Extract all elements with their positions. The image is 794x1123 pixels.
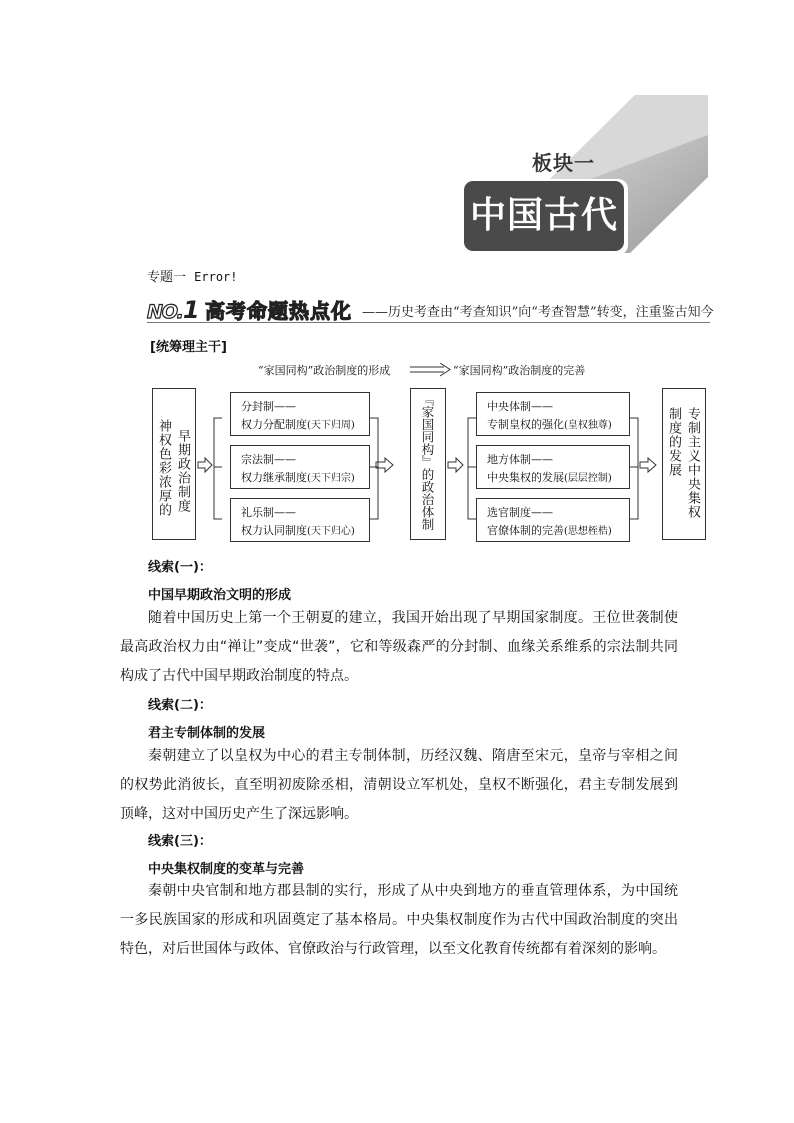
left-item-desc-text: 权力分配制度 bbox=[241, 418, 307, 431]
clue-label-1: 线索(一)： bbox=[148, 560, 212, 575]
topic-error-text: Error! bbox=[194, 270, 238, 284]
clue-heading-1: 中国早期政治文明的形成 bbox=[148, 588, 292, 603]
clue-heading-3: 中央集权制度的变革与完善 bbox=[148, 862, 305, 877]
left-item-desc bbox=[241, 416, 355, 432]
left-item-box-1 bbox=[230, 392, 370, 436]
left-item-desc-text: 权力认同制度 bbox=[241, 524, 307, 537]
topic-label: 专题一 bbox=[147, 270, 187, 285]
left-item-box-2 bbox=[230, 445, 370, 489]
left-item-desc-text: 权力继承制度 bbox=[241, 471, 307, 484]
section-tag: [统筹理主干] bbox=[150, 340, 227, 355]
early-politics-label-1: 神权色彩浓厚的 bbox=[156, 419, 171, 517]
centralization-box bbox=[662, 388, 706, 540]
left-item-note: (天下归心) bbox=[307, 526, 355, 537]
right-item-desc-text: 中央集权的发展 bbox=[487, 471, 564, 484]
early-politics-label-2: 早期政治制度 bbox=[175, 429, 190, 513]
clue-heading-2: 君主专制体制的发展 bbox=[148, 726, 266, 741]
clue-paragraph-2: 秦朝建立了以皇权为中心的君主专制体制，历经汉魏、隋唐至宋元，皇帝与宰相之间的权势此消彼长，直至明初废除丞相，清朝设立军机处，皇权不断强化，君主专制发展到顶峰，这对中国历史产生了深远影响。 bbox=[120, 748, 678, 822]
left-item-box-3 bbox=[230, 498, 370, 542]
right-item-box-2 bbox=[476, 445, 630, 489]
right-item-desc bbox=[487, 522, 612, 538]
banner-title: 中国古代史 bbox=[469, 195, 618, 306]
headline-subtitle: ——历史考查由“考查知识”向“考查智慧”转变，注重鉴古知今 bbox=[362, 305, 714, 320]
family-state-label: 『家国同构』的政治体制 bbox=[420, 393, 435, 531]
left-item-note: (天下归宗) bbox=[307, 473, 355, 484]
left-item-desc bbox=[241, 469, 355, 485]
clue-paragraph-1: 随着中国历史上第一个王朝夏的建立，我国开始出现了早期国家制度。王位世袭制使最高政治权力由“禅让”变成“世袭”，它和等级森严的分封制、血缘关系维系的宗法制共同构成了古代中国早期政治制度的特点。 bbox=[120, 610, 678, 684]
flow-label-formation: “家国同构”政治制度的形成 bbox=[258, 364, 391, 377]
right-item-note: (皇权独尊) bbox=[564, 420, 612, 431]
right-item-note: (思想桎梏) bbox=[564, 526, 612, 537]
clue-paragraph-3: 秦朝中央官制和地方郡县制的实行，形成了从中央到地方的垂直管理体系，为中国统一多民族国家的形成和巩固奠定了基本格局。中央集权制度作为古代中国政治制度的突出特色，对后世国体与政体、官僚政治与行政管理，以至文化教育传统都有着深刻的影响。 bbox=[120, 883, 678, 957]
right-item-title: 选官制度—— bbox=[487, 506, 553, 519]
right-item-box-3 bbox=[476, 498, 630, 542]
headline-title: 高考命题热点化 bbox=[205, 299, 352, 323]
centralization-label-1: 专制主义中央集权 bbox=[685, 407, 700, 519]
right-item-desc bbox=[487, 416, 612, 432]
left-item-title: 礼乐制—— bbox=[241, 506, 296, 519]
centralization-label-2: 制度的发展 bbox=[666, 407, 681, 477]
headline-no-prefix: NO. bbox=[147, 301, 183, 323]
clue-label-2: 线索(二)： bbox=[148, 698, 212, 713]
clue-label-3: 线索(三)： bbox=[148, 834, 212, 849]
left-item-note: (天下归周) bbox=[307, 420, 355, 431]
flow-label-perfection: “家国同构”政治制度的完善 bbox=[453, 364, 586, 377]
right-item-note: (层层控制) bbox=[564, 473, 612, 484]
banner-subtitle: 板块一 bbox=[532, 151, 595, 175]
right-item-title: 中央体制—— bbox=[487, 400, 553, 413]
left-item-title: 宗法制—— bbox=[241, 453, 296, 466]
headline-no-number: 1 bbox=[182, 296, 199, 324]
right-item-desc-text: 专制皇权的强化 bbox=[487, 418, 564, 431]
structure-diagram bbox=[0, 0, 794, 560]
right-item-desc bbox=[487, 469, 612, 485]
right-item-box-1 bbox=[476, 392, 630, 436]
family-state-box bbox=[410, 388, 446, 540]
right-item-desc-text: 官僚体制的完善 bbox=[487, 524, 564, 537]
left-item-title: 分封制—— bbox=[241, 400, 296, 413]
right-item-title: 地方体制—— bbox=[487, 453, 553, 466]
left-item-desc bbox=[241, 522, 355, 538]
